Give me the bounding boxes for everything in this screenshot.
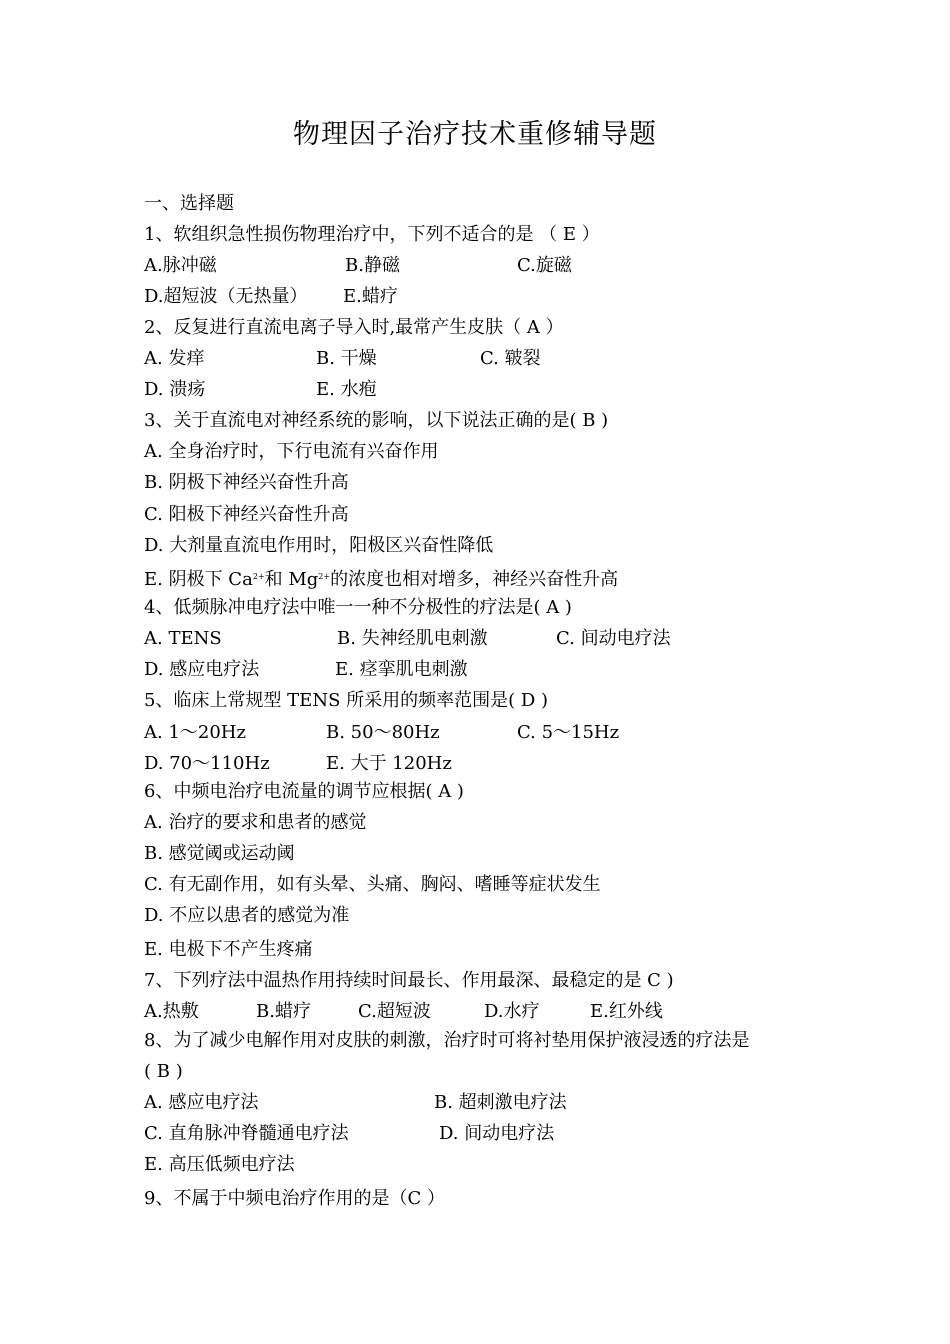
question-4-option-b: B. 失神经肌电刺激 <box>337 628 488 649</box>
question-8-answer-bracket: ( B ) <box>144 1061 183 1082</box>
question-8-option-c: C. 直角脉冲脊髓通电疗法 <box>144 1123 349 1144</box>
question-7-option-d: D.水疗 <box>484 1001 540 1022</box>
question-2-option-e: E. 水疱 <box>316 379 377 400</box>
question-4-option-a: A. TENS <box>144 628 222 649</box>
option-e-text-2: 和 Mg <box>264 569 319 590</box>
question-8-option-a: A. 感应电疗法 <box>144 1092 259 1113</box>
question-6-option-b: B. 感觉阈或运动阈 <box>144 843 295 864</box>
question-2-stem: 2、反复进行直流电离子导入时,最常产生皮肤（ A ） <box>144 317 564 338</box>
question-5-option-a: A. 1～20Hz <box>144 722 246 743</box>
question-3-option-d: D. 大剂量直流电作用时，阳极区兴奋性降低 <box>144 535 494 556</box>
question-7-option-b: B.蜡疗 <box>256 1001 311 1022</box>
question-3-option-c: C. 阳极下神经兴奋性升高 <box>144 504 349 525</box>
question-1-option-c: C.旋磁 <box>517 255 572 276</box>
question-3-stem: 3、关于直流电对神经系统的影响，以下说法正确的是( B ) <box>144 410 609 431</box>
question-2-option-a: A. 发痒 <box>144 348 205 369</box>
question-4-option-d: D. 感应电疗法 <box>144 659 260 680</box>
question-8-option-d: D. 间动电疗法 <box>439 1123 555 1144</box>
superscript-charge-2: 2+ <box>318 572 331 581</box>
question-1-stem: 1、软组织急性损伤物理治疗中，下列不适合的是 （ E ） <box>144 224 600 245</box>
question-5-option-c: C. 5～15Hz <box>517 722 620 743</box>
question-6-option-e: E. 电极下不产生疼痛 <box>144 939 313 960</box>
document-title: 物理因子治疗技术重修辅导题 <box>293 119 657 150</box>
option-e-text-1: E. 阴极下 Ca <box>144 569 253 590</box>
question-1-option-b: B.静磁 <box>345 255 400 276</box>
question-2-option-b: B. 干燥 <box>316 348 377 369</box>
question-2-option-c: C. 皲裂 <box>480 348 541 369</box>
question-4-option-e: E. 痉挛肌电刺激 <box>335 659 468 680</box>
question-6-option-c: C. 有无副作用，如有头晕、头痛、胸闷、嗜睡等症状发生 <box>144 874 601 895</box>
section-heading: 一、选择题 <box>144 193 234 214</box>
question-3-option-a: A. 全身治疗时，下行电流有兴奋作用 <box>144 441 439 462</box>
question-5-option-d: D. 70～110Hz <box>144 753 270 774</box>
question-8-option-e: E. 高压低频电疗法 <box>144 1154 295 1175</box>
question-8-option-b: B. 超刺激电疗法 <box>434 1092 567 1113</box>
question-6-option-d: D. 不应以患者的感觉为准 <box>144 905 350 926</box>
question-1-option-e: E.蜡疗 <box>343 286 398 307</box>
superscript-charge-1: 2+ <box>252 572 265 581</box>
question-7-option-e: E.红外线 <box>590 1001 663 1022</box>
question-6-stem: 6、中频电治疗电流量的调节应根据( A ) <box>144 781 464 802</box>
question-5-option-e: E. 大于 120Hz <box>326 753 452 774</box>
question-3-option-e <box>144 565 618 592</box>
question-7-stem: 7、下列疗法中温热作用持续时间最长、作用最深、最稳定的是 C ) <box>144 970 674 991</box>
question-7-option-c: C.超短波 <box>358 1001 431 1022</box>
question-6-option-a: A. 治疗的要求和患者的感觉 <box>144 812 367 833</box>
option-e-text-3: 的浓度也相对增多，神经兴奋性升高 <box>330 569 619 590</box>
question-9-stem: 9、不属于中频电治疗作用的是（C ） <box>144 1188 445 1209</box>
question-2-option-d: D. 溃疡 <box>144 379 206 400</box>
question-7-option-a: A.热敷 <box>144 1001 199 1022</box>
question-4-stem: 4、低频脉冲电疗法中唯一一种不分极性的疗法是( A ) <box>144 597 572 618</box>
question-1-option-d: D.超短波（无热量） <box>144 286 308 307</box>
question-8-stem: 8、为了减少电解作用对皮肤的刺激，治疗时可将衬垫用保护液浸透的疗法是 <box>144 1030 750 1051</box>
question-4-option-c: C. 间动电疗法 <box>556 628 671 649</box>
question-3-option-b: B. 阴极下神经兴奋性升高 <box>144 472 349 493</box>
question-5-option-b: B. 50～80Hz <box>326 722 440 743</box>
question-1-option-a: A.脉冲磁 <box>144 255 217 276</box>
question-5-stem: 5、临床上常规型 TENS 所采用的频率范围是( D ) <box>144 690 549 711</box>
